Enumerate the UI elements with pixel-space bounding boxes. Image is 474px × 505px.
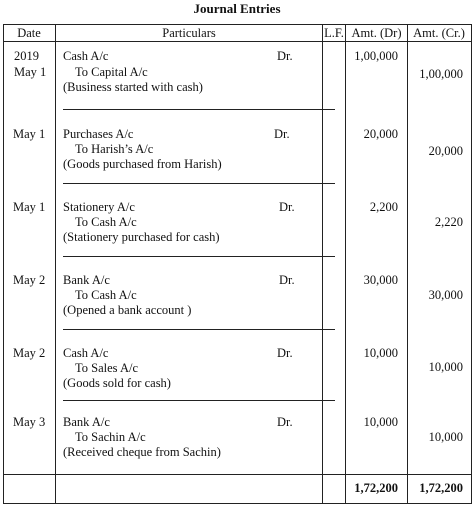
dr-label: Dr. bbox=[279, 200, 295, 214]
narration: (Goods purchased from Harish) bbox=[63, 157, 222, 171]
dr-amount: 10,000 bbox=[363, 415, 398, 429]
entry-separator bbox=[63, 329, 335, 330]
header-particulars: Particulars bbox=[162, 26, 216, 40]
debit-account: Cash A/c bbox=[63, 49, 109, 63]
header-divider bbox=[3, 41, 471, 42]
header-amt-dr: Amt. (Dr) bbox=[351, 26, 402, 40]
narration: (Business started with cash) bbox=[63, 80, 203, 94]
dr-label: Dr. bbox=[277, 49, 293, 63]
entry-date: May 2 bbox=[13, 346, 46, 360]
debit-account: Bank A/c bbox=[63, 273, 110, 287]
narration: (Stationery purchased for cash) bbox=[63, 230, 220, 244]
column-divider bbox=[322, 24, 323, 503]
credit-account: To Sales A/c bbox=[75, 361, 139, 375]
header-date: Date bbox=[17, 26, 41, 40]
page-title: Journal Entries bbox=[193, 1, 281, 16]
dr-label: Dr. bbox=[277, 415, 293, 429]
credit-account: To Harish’s A/c bbox=[75, 142, 154, 156]
header-amt-cr: Amt. (Cr.) bbox=[413, 26, 465, 40]
header-lf: L.F. bbox=[324, 26, 344, 40]
narration: (Goods sold for cash) bbox=[63, 376, 171, 390]
debit-account: Bank A/c bbox=[63, 415, 110, 429]
dr-label: Dr. bbox=[274, 127, 290, 141]
total-divider bbox=[3, 474, 471, 475]
credit-account: To Sachin A/c bbox=[75, 430, 146, 444]
credit-account: To Cash A/c bbox=[75, 215, 137, 229]
entry-date: May 3 bbox=[13, 415, 46, 429]
entry-separator bbox=[63, 256, 335, 257]
cr-amount: 30,000 bbox=[428, 288, 463, 302]
debit-account: Purchases A/c bbox=[63, 127, 134, 141]
entry-date: May 2 bbox=[13, 273, 46, 287]
dr-amount: 2,200 bbox=[369, 200, 398, 214]
dr-label: Dr. bbox=[279, 273, 295, 287]
cr-amount: 20,000 bbox=[428, 144, 463, 158]
cr-amount: 10,000 bbox=[428, 430, 463, 444]
narration: (Opened a bank account ) bbox=[63, 303, 192, 317]
entry-date: May 1 bbox=[14, 65, 47, 79]
total-cr: 1,72,200 bbox=[419, 481, 463, 495]
entry-separator bbox=[63, 183, 335, 184]
debit-account: Stationery A/c bbox=[63, 200, 135, 214]
entry-date: 2019 bbox=[14, 49, 39, 63]
journal-table bbox=[3, 24, 472, 504]
dr-label: Dr. bbox=[277, 346, 293, 360]
entry-date: May 1 bbox=[13, 127, 46, 141]
credit-account: To Capital A/c bbox=[75, 65, 148, 79]
cr-amount: 2,220 bbox=[434, 215, 463, 229]
dr-amount: 1,00,000 bbox=[354, 49, 398, 63]
total-dr: 1,72,200 bbox=[354, 481, 398, 495]
narration: (Received cheque from Sachin) bbox=[63, 445, 221, 459]
credit-account: To Cash A/c bbox=[75, 288, 137, 302]
entry-separator bbox=[63, 400, 335, 401]
cr-amount: 10,000 bbox=[428, 360, 463, 374]
dr-amount: 30,000 bbox=[363, 273, 398, 287]
dr-amount: 20,000 bbox=[363, 127, 398, 141]
dr-amount: 10,000 bbox=[363, 346, 398, 360]
entry-date: May 1 bbox=[13, 200, 46, 214]
column-divider bbox=[55, 24, 56, 503]
debit-account: Cash A/c bbox=[63, 346, 109, 360]
entry-separator bbox=[63, 109, 335, 110]
column-divider bbox=[345, 24, 346, 503]
cr-amount: 1,00,000 bbox=[419, 67, 463, 81]
